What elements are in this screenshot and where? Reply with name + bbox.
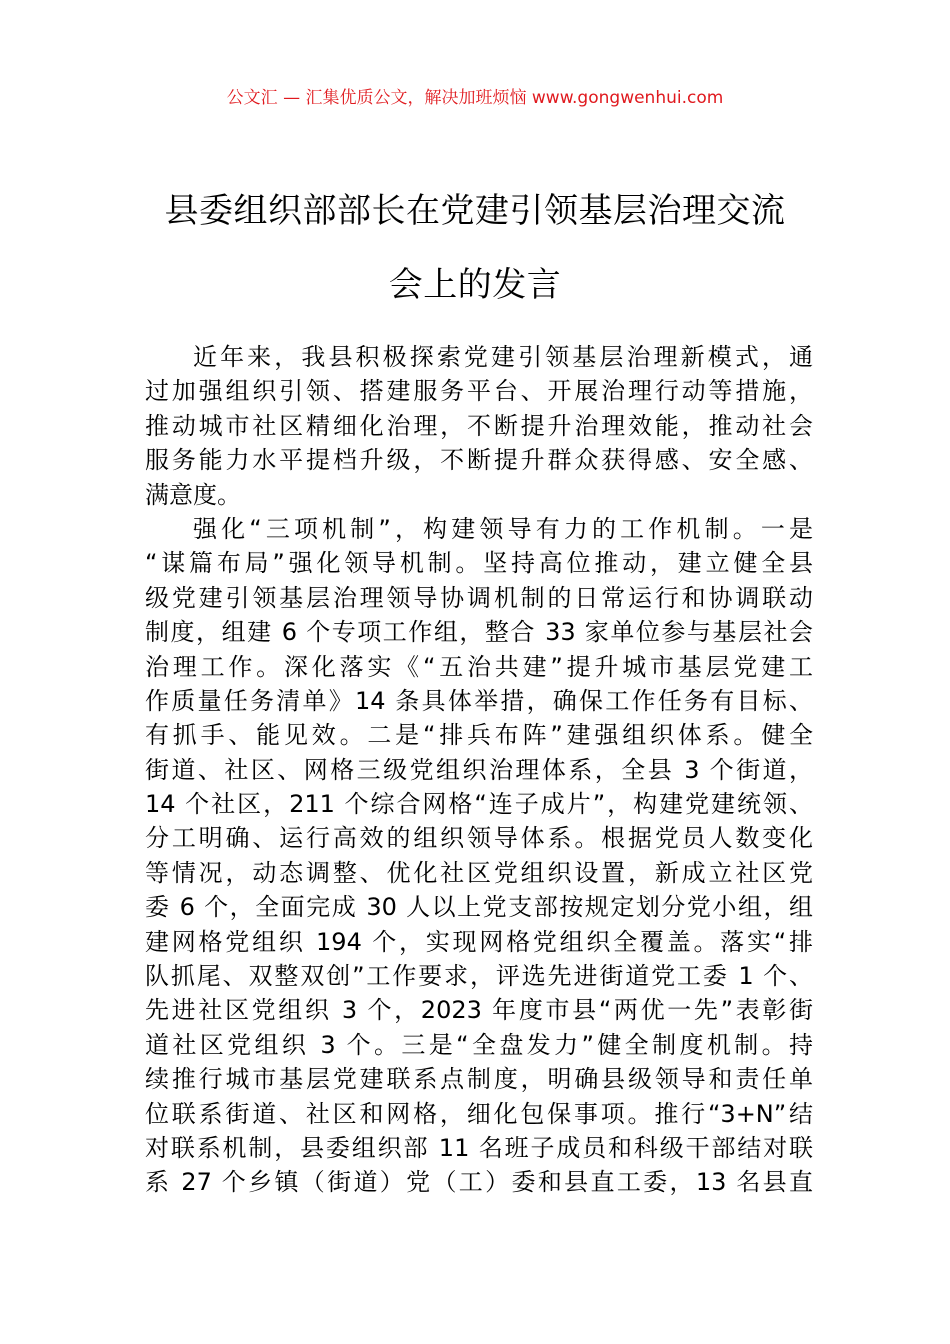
title-line-1: 县委组织部部长在党建引领基层治理交流 <box>164 191 786 231</box>
text-line: 等情况，动态调整、优化社区党组织设置，新成立社区党 <box>145 858 813 887</box>
text-line: 治理工作。深化落实《“五治共建”提升城市基层党建工 <box>145 652 813 681</box>
text-line: 制度，组建 6 个专项工作组，整合 33 家单位参与基层社会 <box>145 618 813 647</box>
paragraph-1 <box>145 340 813 512</box>
text-line: 服务能力水平提档升级，不断提升群众获得感、安全感、 <box>145 446 813 475</box>
text-line: 委 6 个，全面完成 30 人以上党支部按规定划分党小组，组 <box>145 893 813 922</box>
title-line-2: 会上的发言 <box>388 265 562 305</box>
text-line: 街道、社区、网格三级党组织治理体系，全县 3 个街道， <box>145 755 813 784</box>
text-line: 对联系机制，县委组织部 11 名班子成员和科级干部结对联 <box>145 1133 813 1162</box>
text-line: 先进社区党组织 3 个，2023 年度市县“两优一先”表彰街 <box>145 996 813 1025</box>
text-line: 强化“三项机制”，构建领导有力的工作机制。一是 <box>193 514 813 543</box>
text-line: 队抓尾、双整双创”工作要求，评选先进街道党工委 1 个、 <box>145 962 813 991</box>
text-line: 14 个社区，211 个综合网格“连子成片”，构建党建统领、 <box>145 790 813 819</box>
text-line: 有抓手、能见效。二是“排兵布阵”建强组织体系。健全 <box>145 721 813 750</box>
text-line: 系 27 个乡镇（街道）党（工）委和县直工委，13 名县直 <box>145 1168 813 1197</box>
text-line: 建网格党组织 194 个，实现网格党组织全覆盖。落实“排 <box>145 927 813 956</box>
text-line: 满意度。 <box>145 480 241 509</box>
text-line: 位联系街道、社区和网格，细化包保事项。推行“3+N”结 <box>145 1099 813 1128</box>
document-body <box>145 340 813 1200</box>
text-line: 推动城市社区精细化治理，不断提升治理效能，推动社会 <box>145 411 813 440</box>
site-header-banner: 公文汇 — 汇集优质公文，解决加班烦恼 www.gongwenhui.com <box>226 88 724 108</box>
text-line: 近年来，我县积极探索党建引领基层治理新模式，通 <box>193 343 813 371</box>
text-line: “谋篇布局”强化领导机制。坚持高位推动，建立健全县 <box>145 549 813 578</box>
text-line: 分工明确、运行高效的组织领导体系。根据党员人数变化 <box>145 824 813 853</box>
document-title <box>150 174 800 322</box>
text-line: 作质量任务清单》14 条具体举措，确保工作任务有目标、 <box>145 686 813 715</box>
text-line: 续推行城市基层党建联系点制度，明确县级领导和责任单 <box>145 1065 813 1094</box>
text-line: 过加强组织引领、搭建服务平台、开展治理行动等措施， <box>145 377 813 406</box>
text-line: 道社区党组织 3 个。三是“全盘发力”健全制度机制。持 <box>145 1030 813 1059</box>
text-line: 级党建引领基层治理领导协调机制的日常运行和协调联动 <box>145 583 813 612</box>
paragraph-2 <box>145 512 813 1200</box>
